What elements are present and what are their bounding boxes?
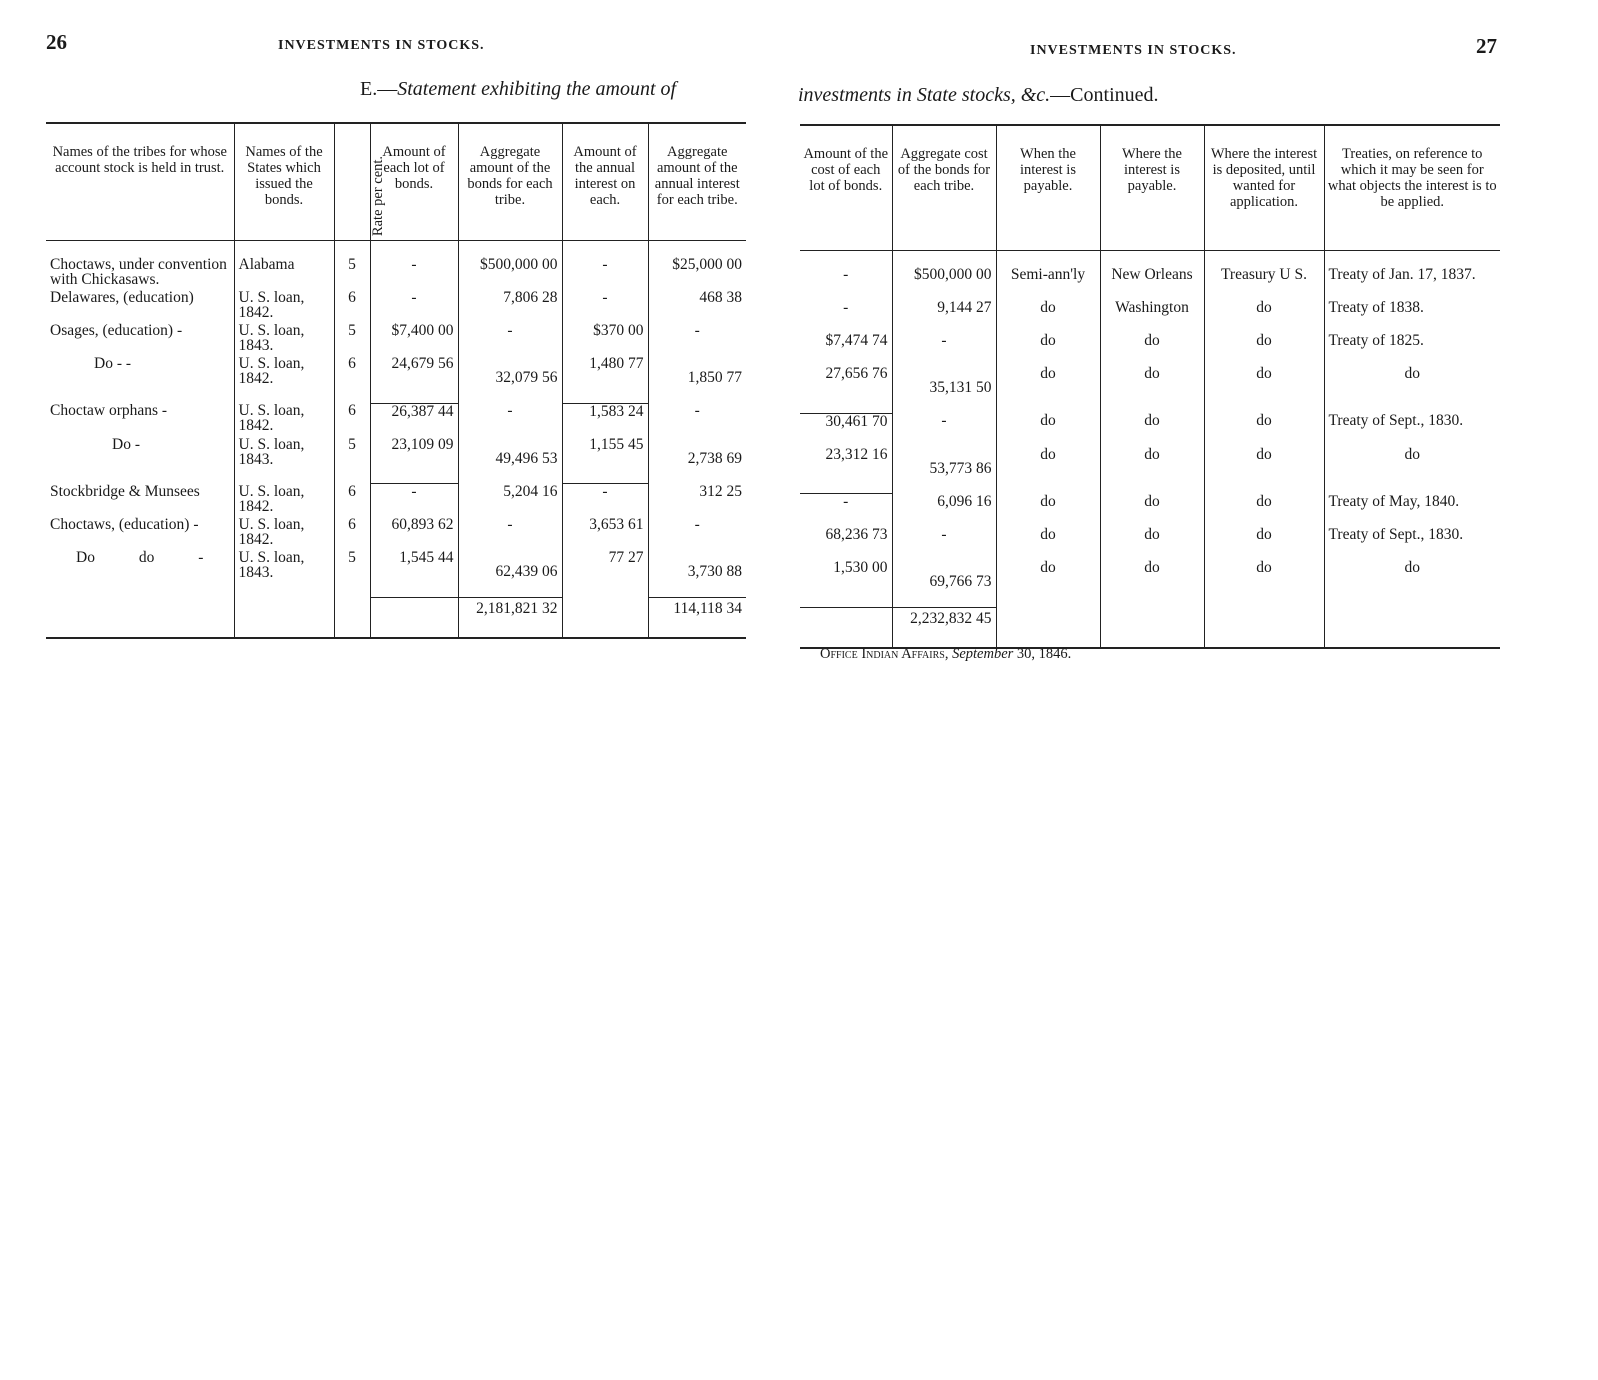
deposited-cell: do [1204,527,1324,560]
tribe-cell: Delawares, (education) [50,289,194,306]
aggregate-cell: 49,496 53 [458,437,562,484]
where-cell: do [1100,560,1204,608]
agg-cost-total: 2,232,832 45 [892,608,996,649]
interest-cell: 1,480 77 [562,356,648,403]
table-row [800,560,1500,608]
page-number-left: 26 [46,30,67,54]
rate-cell: 6 [334,290,370,323]
rate-cell: 6 [334,403,370,437]
table-row [800,447,1500,494]
table-row [800,333,1500,366]
deposited-cell: do [1204,494,1324,528]
interest-cell: - [562,290,648,323]
investments-table-left [46,122,746,639]
when-cell: do [996,366,1100,413]
state-cell [234,598,334,639]
where-cell: do [1100,366,1204,413]
deposited-cell: do [1204,300,1324,333]
agg-cost-cell: 35,131 50 [892,366,996,413]
table-row [800,413,1500,447]
cost-cell: 68,236 73 [825,526,888,543]
when-cell: do [996,413,1100,447]
interest-cell: - [562,241,648,291]
table-row [800,494,1500,528]
table-row [46,241,746,291]
cost-cell: 27,656 76 [800,366,892,413]
cost-cell: - [843,266,849,283]
agg-cost-cell: - [892,527,996,560]
totals-row [46,598,746,639]
when-cell: do [996,447,1100,494]
tribe-cell: Choctaws, (education) - [50,516,199,533]
table-row [46,290,746,323]
treaty-cell: do [1324,560,1500,608]
state-cell: U. S. loan, 1843. [234,437,334,484]
state-cell: Alabama [234,241,334,291]
rate-cell: 5 [334,550,370,598]
header-lot: Amount of each lot of bonds. [370,123,458,241]
table-row [800,251,1500,301]
totals-row [800,608,1500,649]
cost-cell: - [843,299,849,316]
header-tribe: Names of the tribes for whose account stock is held in trust. [46,123,234,241]
agg-interest-cell: 312 25 [648,484,746,518]
when-cell: do [996,494,1100,528]
cost-cell: 30,461 70 [825,412,888,430]
table-row [800,527,1500,560]
header-cost: Amount of the cost of each lot of bonds. [800,125,892,251]
investments-table-right [800,124,1500,649]
footer-office: Office Indian Affairs, [820,646,949,662]
title-prefix: E.— [360,78,398,100]
title-italic-right: investments in State stocks, &c. [798,84,1051,106]
agg-interest-cell: - [648,323,746,356]
treaty-cell: Treaty of Sept., 1830. [1324,413,1500,447]
aggregate-cell: 32,079 56 [458,356,562,403]
header-where: Where the interest is payable. [1100,125,1204,251]
state-cell: U. S. loan, 1842. [234,517,334,550]
agg-cost-cell: 9,144 27 [892,300,996,333]
header-treaties: Treaties, on reference to which it may be seen for what objects the interest is to be applied. [1324,125,1500,251]
deposited-cell: do [1204,333,1324,366]
when-cell: do [996,527,1100,560]
header-agg-cost: Aggregate cost of the bonds for each tribe. [892,125,996,251]
header-agg-interest: Aggregate amount of the annual interest for each tribe. [648,123,746,241]
table-row [46,484,746,518]
tribe-cell [46,598,234,639]
aggregate-cell: 62,439 06 [458,550,562,598]
treaty-cell [1324,608,1500,649]
table-header-row [800,125,1500,251]
footer-date-month: September [952,646,1014,662]
where-cell: do [1100,413,1204,447]
lot-cell: 26,387 44 [370,403,458,437]
agg-interest-cell: $25,000 00 [648,241,746,291]
deposited-cell: do [1204,413,1324,447]
where-cell: New Orleans [1100,251,1204,301]
agg-cost-cell: 53,773 86 [892,447,996,494]
treaty-cell: Treaty of Jan. 17, 1837. [1324,251,1500,301]
interest-cell [562,598,648,639]
office-footer [820,646,1071,663]
agg-interest-cell: 2,738 69 [648,437,746,484]
cost-cell [800,608,892,649]
state-cell: U. S. loan, 1842. [234,356,334,403]
statement-title-right [798,84,1159,107]
interest-cell: - [562,484,648,518]
table-header-row [46,123,746,241]
agg-cost-cell: - [892,333,996,366]
agg-interest-total: 114,118 34 [648,598,746,639]
running-head-right: INVESTMENTS IN STOCKS. [1030,43,1237,58]
aggregate-cell: - [458,323,562,356]
header-interest: Amount of the annual interest on each. [562,123,648,241]
interest-cell: $370 00 [562,323,648,356]
when-cell: do [996,560,1100,608]
table-row [800,366,1500,413]
header-when: When the interest is payable. [996,125,1100,251]
treaty-cell: do [1324,366,1500,413]
header-aggregate: Aggregate amount of the bonds for each tribe. [458,123,562,241]
where-cell: do [1100,447,1204,494]
table-row [46,323,746,356]
lot-cell: 23,109 09 [370,437,458,484]
where-cell [1100,608,1204,649]
interest-cell: 1,155 45 [562,437,648,484]
agg-cost-cell: - [892,413,996,447]
when-cell: do [996,333,1100,366]
treaty-cell: Treaty of May, 1840. [1324,494,1500,528]
lot-cell [370,598,458,639]
cost-cell: 23,312 16 [800,447,892,494]
lot-cell: 60,893 62 [370,517,458,550]
state-cell: U. S. loan, 1843. [234,323,334,356]
page-number-right: 27 [1476,34,1497,58]
deposited-cell: do [1204,560,1324,608]
aggregate-cell: $500,000 00 [458,241,562,291]
header-state: Names of the States which issued the bonds. [234,123,334,241]
agg-interest-cell: 1,850 77 [648,356,746,403]
cost-cell: - [843,493,849,510]
table-row [46,517,746,550]
deposited-cell [1204,608,1324,649]
tribe-cell: Osages, (education) - [50,322,183,339]
interest-cell: 1,583 24 [562,403,648,437]
treaty-cell: Treaty of 1825. [1324,333,1500,366]
agg-cost-cell: $500,000 00 [892,251,996,301]
tribe-cell: Stockbridge & Munsees [50,482,200,500]
aggregate-total: 2,181,821 32 [458,598,562,639]
aggregate-cell: - [458,517,562,550]
treaty-cell: Treaty of Sept., 1830. [1324,527,1500,560]
tribe-cell: Do - [112,435,140,453]
table-row [46,550,746,598]
state-cell: U. S. loan, 1842. [234,403,334,437]
deposited-cell: Treasury U S. [1204,251,1324,301]
state-cell: U. S. loan, 1842. [234,484,334,518]
agg-cost-cell: 69,766 73 [892,560,996,608]
cost-cell: 1,530 00 [800,560,892,608]
lot-cell: $7,400 00 [370,323,458,356]
treaty-cell: Treaty of 1838. [1324,300,1500,333]
running-head-left: INVESTMENTS IN STOCKS. [278,38,485,53]
lot-cell: - [370,290,458,323]
header-deposited: Where the interest is deposited, until wanted for application. [1204,125,1324,251]
when-cell [996,608,1100,649]
treaty-cell: do [1324,447,1500,494]
deposited-cell: do [1204,366,1324,413]
agg-interest-cell: 3,730 88 [648,550,746,598]
lot-cell: 1,545 44 [370,550,458,598]
agg-cost-cell: 6,096 16 [892,494,996,528]
where-cell: do [1100,527,1204,560]
cost-cell: $7,474 74 [825,332,888,349]
table-row [46,437,746,484]
tribe-cell: Do do - [76,549,204,566]
tribe-cell: Choctaws, under convention with Chickasaws. [50,256,227,288]
title-suffix: —Continued. [1050,84,1159,106]
table-row [46,403,746,437]
when-cell: Semi-ann'ly [996,251,1100,301]
tribe-cell: Do - - [94,355,132,372]
lot-cell: 24,679 56 [370,356,458,403]
aggregate-cell: 7,806 28 [458,290,562,323]
rate-cell: 5 [334,437,370,484]
interest-cell: 77 27 [562,550,648,598]
state-cell: U. S. loan, 1842. [234,290,334,323]
agg-interest-cell: - [648,517,746,550]
footer-date-rest: 30, 1846. [1016,646,1072,662]
rate-cell [334,598,370,639]
state-cell: U. S. loan, 1843. [234,550,334,598]
interest-cell: 3,653 61 [562,517,648,550]
tribe-cell: Choctaw orphans - [50,402,168,419]
table-row [46,356,746,403]
deposited-cell: do [1204,447,1324,494]
where-cell: do [1100,333,1204,366]
lot-cell: - [370,484,458,518]
rate-cell: 5 [334,323,370,356]
rate-cell: 6 [334,356,370,403]
header-rate: Rate per cent. [334,123,370,241]
rate-cell: 5 [334,241,370,291]
agg-interest-cell: - [648,403,746,437]
rate-cell: 6 [334,484,370,518]
title-italic-left: Statement exhibiting the amount of [397,78,677,100]
lot-cell: - [370,241,458,291]
aggregate-cell: - [458,403,562,437]
aggregate-cell: 5,204 16 [458,484,562,518]
statement-title-left [360,78,676,101]
rate-cell: 6 [334,517,370,550]
where-cell: do [1100,494,1204,528]
where-cell: Washington [1100,300,1204,333]
agg-interest-cell: 468 38 [648,290,746,323]
table-row [800,300,1500,333]
when-cell: do [996,300,1100,333]
